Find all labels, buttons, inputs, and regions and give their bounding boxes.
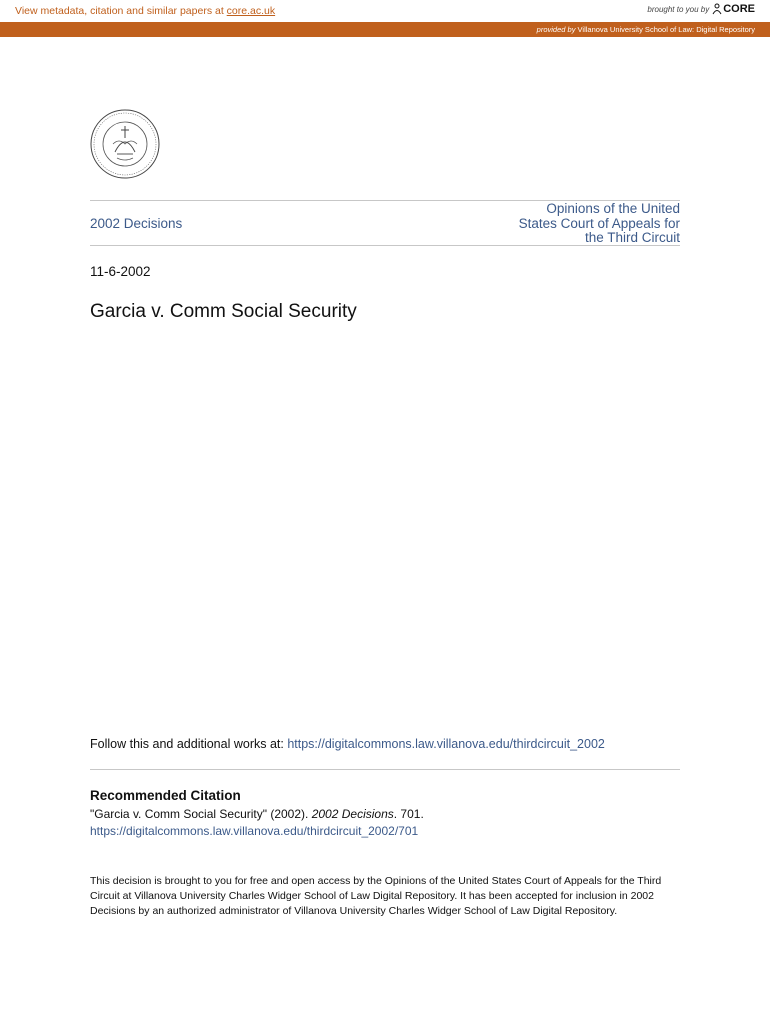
provided-by-text xyxy=(537,25,755,34)
decision-date: 11-6-2002 xyxy=(90,264,151,279)
brought-to-you-text: brought to you by xyxy=(647,4,710,14)
citation-url-link[interactable]: https://digitalcommons.law.villanova.edu/thirdcircuit_2002/701 xyxy=(90,824,419,838)
citation-collection: 2002 Decisions xyxy=(311,807,394,821)
header-bottom-rule xyxy=(90,245,680,246)
follow-prefix: Follow this and additional works at: xyxy=(90,737,288,751)
collection-link[interactable]: 2002 Decisions xyxy=(90,216,183,231)
core-metadata-notice xyxy=(15,5,275,17)
recommended-citation-heading: Recommended Citation xyxy=(90,788,241,803)
provided-by-strip xyxy=(0,22,770,37)
core-logo-icon xyxy=(712,3,722,15)
citation-quoted-title: "Garcia v. Comm Social Security" (2002). xyxy=(90,807,312,821)
document-title: Garcia v. Comm Social Security xyxy=(90,301,357,322)
core-link[interactable]: core.ac.uk xyxy=(226,5,276,17)
citation-divider xyxy=(90,769,680,770)
follow-line xyxy=(90,737,605,751)
core-logo-text: CORE xyxy=(723,3,755,15)
villanova-university-seal-icon xyxy=(89,108,161,180)
core-brand[interactable] xyxy=(647,3,755,15)
core-metadata-text: View metadata, citation and similar papers at xyxy=(15,5,227,17)
follow-url-link[interactable]: https://digitalcommons.law.villanova.edu/thirdcircuit_2002 xyxy=(287,737,605,751)
provided-by-prefix: provided by xyxy=(536,25,576,34)
citation-number: . 701. xyxy=(393,807,424,821)
series-link[interactable]: Opinions of the United States Court of Appeals for the Third Circuit xyxy=(518,201,680,245)
core-logo[interactable] xyxy=(712,3,755,15)
core-banner xyxy=(0,0,770,22)
citation-text xyxy=(90,807,424,821)
provided-by-source: Villanova University School of Law: Digital Repository xyxy=(577,25,755,34)
access-disclaimer: This decision is brought to you for free and open access by the Opinions of the United States Court of Appeals for the Third Circuit at Villanova University Charles Widger School of Law Digital Repository. It has been accepted for inclusion in 2002 Decisions by an authorized administrator of Villanova University Charles Widger School of Law Digital Repository. xyxy=(90,875,662,917)
